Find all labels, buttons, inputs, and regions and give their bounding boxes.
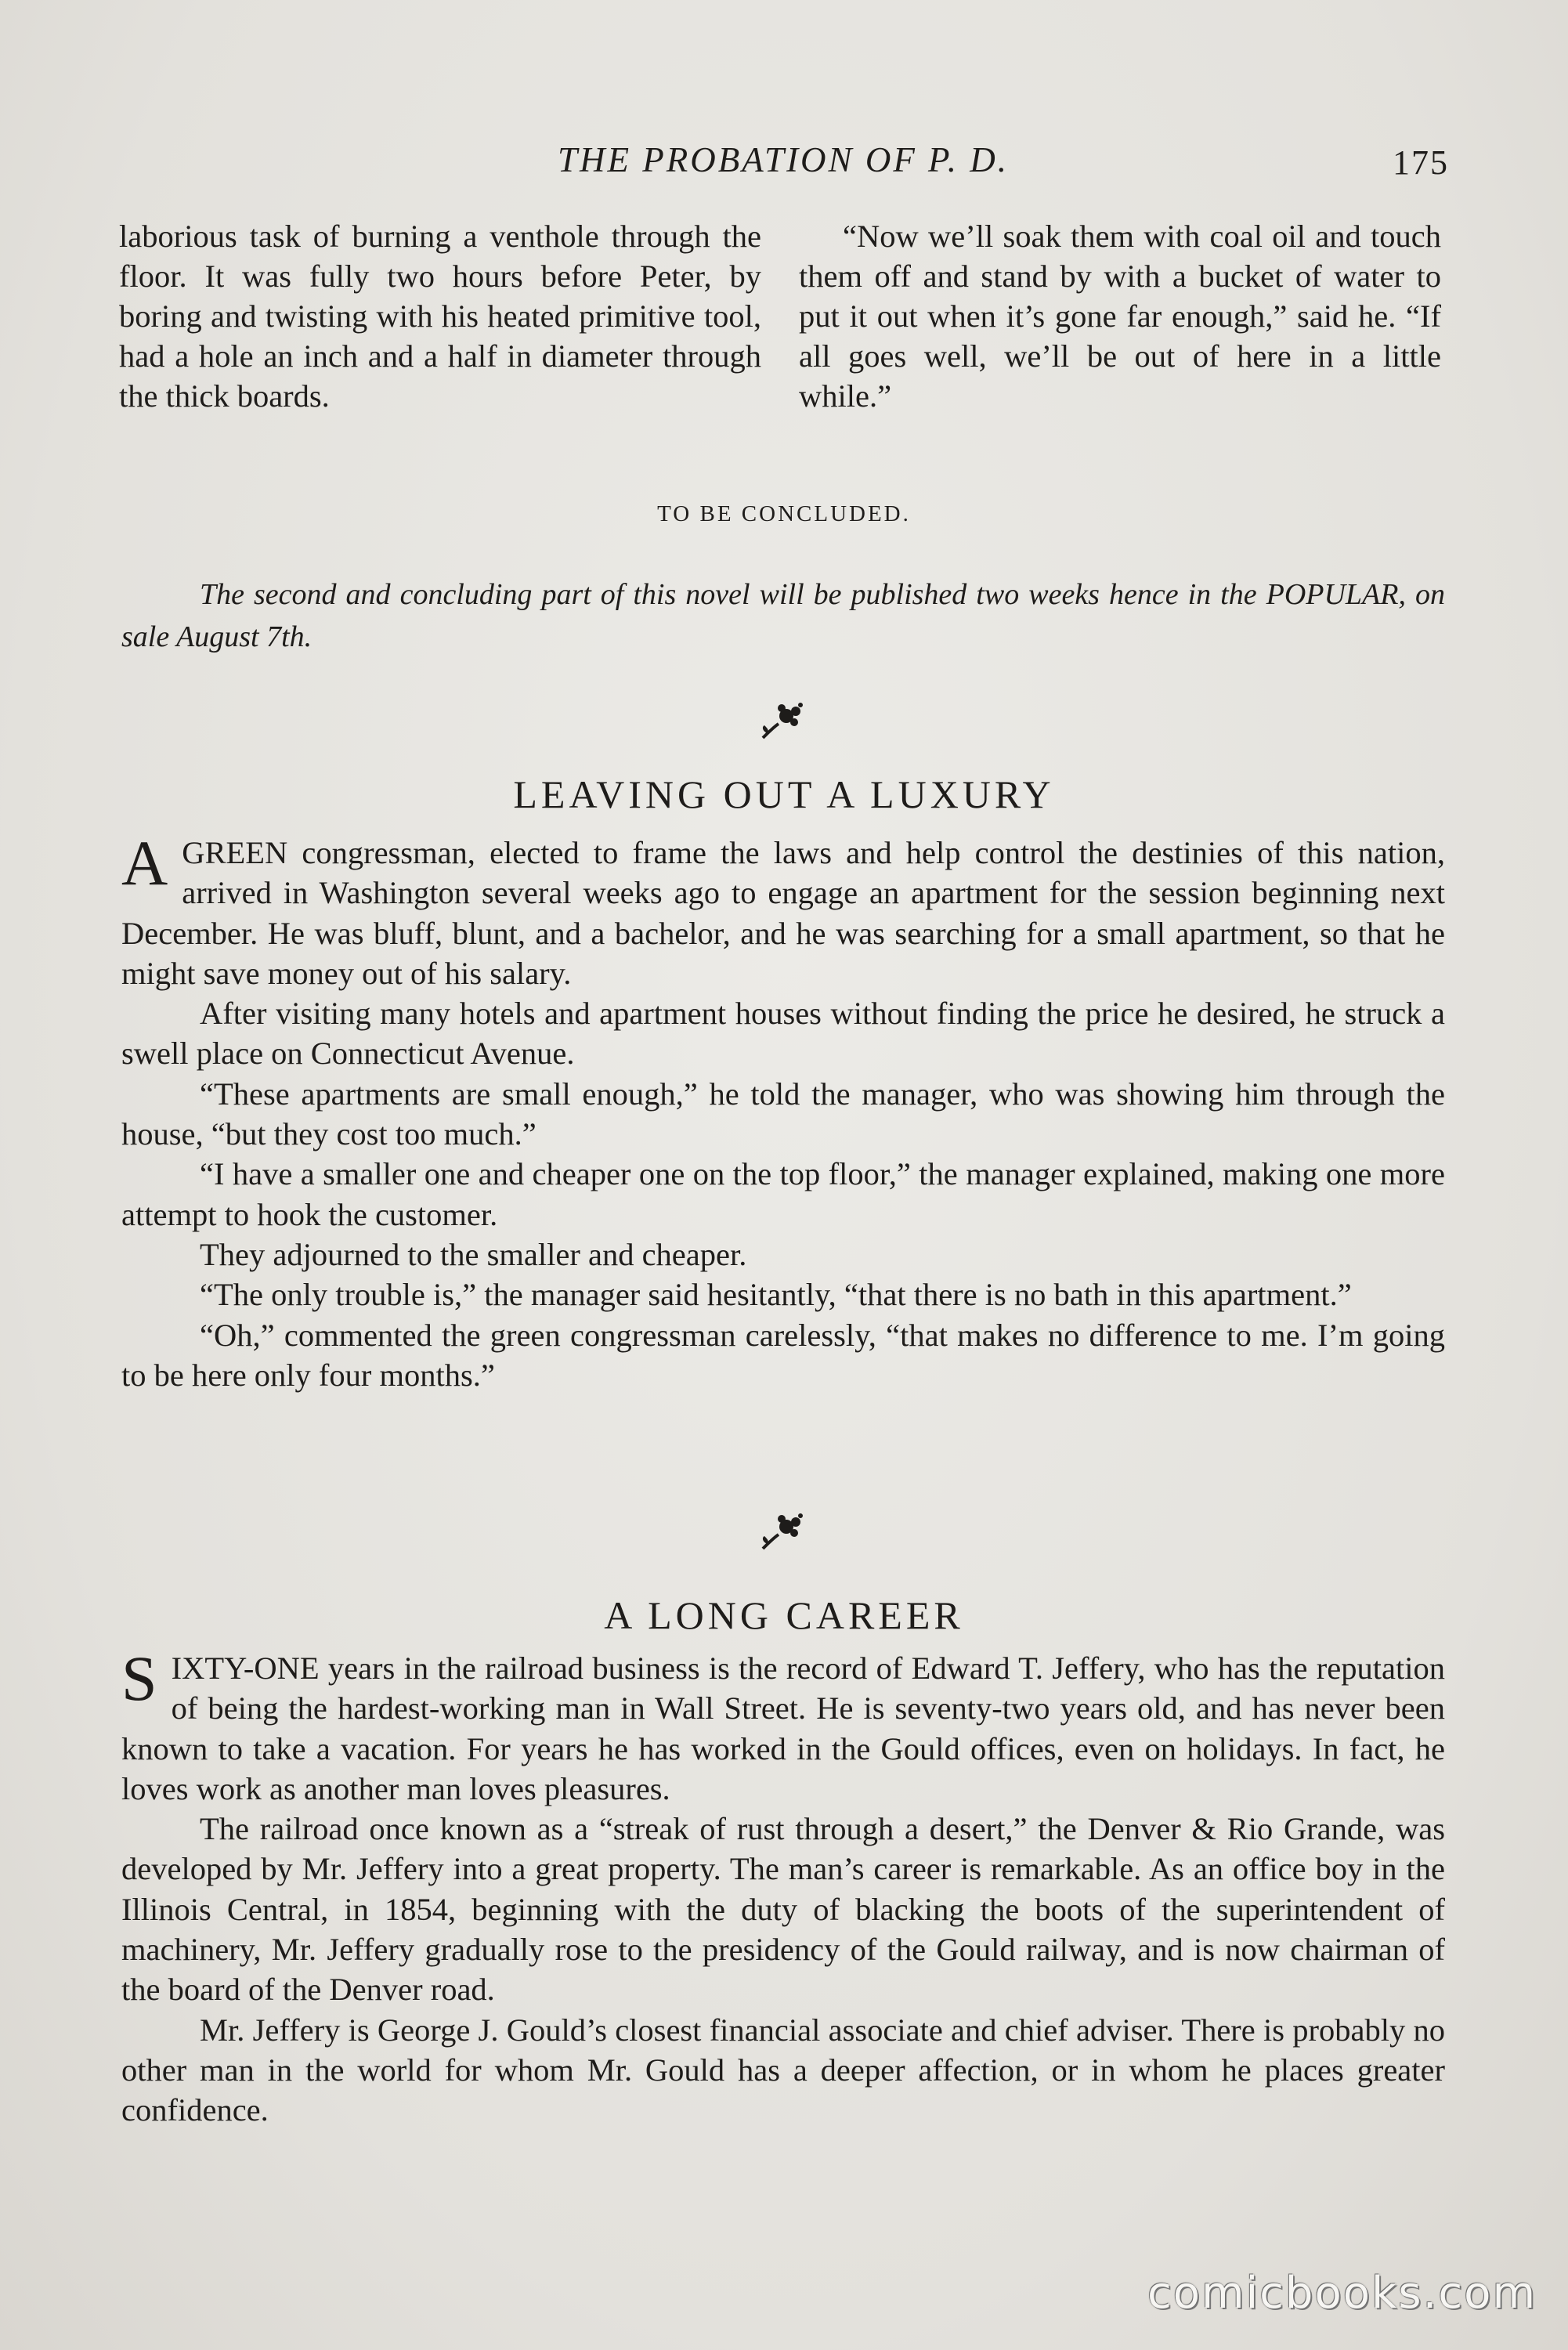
right-column-text: “Now we’ll soak them with coal oil and touch them off and stand by with a bucket of water to put it out when it’s gone far enough,” said he. “If all goes well, we’ll be out of here in a little while.” bbox=[799, 219, 1441, 414]
article-paragraph: “I have a smaller one and cheaper one on the top floor,” the manager explained, making one more attempt to hook the customer. bbox=[121, 1156, 1445, 1232]
article-paragraph: After visiting many hotels and apartment houses without finding the price he desired, he struck a swell place on Connecticut Avenue. bbox=[121, 996, 1445, 1072]
article-paragraph: “Oh,” commented the green congressman carelessly, “that makes no difference to me. I’m going to be here only four months.” bbox=[121, 1317, 1445, 1393]
publication-note bbox=[121, 573, 1445, 658]
watermark: comicbooks.com bbox=[1147, 2268, 1537, 2319]
running-head bbox=[117, 139, 1449, 186]
running-title: THE PROBATION OF P. D. bbox=[558, 140, 1009, 179]
left-column-text: laborious task of burning a venthole through the floor. It was fully two hours before Peter, by boring and twisting with his heated primitive tool, had a hole an inch and a half in diameter through the thick boards. bbox=[119, 219, 761, 414]
continuation-columns bbox=[117, 216, 1449, 467]
article-paragraph: AGREEN congressman, elected to frame the laws and help control the destinies of this nation, arrived in Washington several weeks ago to engage an apartment for the session beginning next December. He was bluff, blunt, and a bachelor, and he was searching for a small apartment, so that he might save money out of his salary. bbox=[121, 827, 1445, 991]
article-paragraph: The railroad once known as a “streak of rust through a desert,” the Denver & Rio Grande, was developed by Mr. Jeffery into a great property. The man’s career is remarkable. As an office boy in the Illinois Central, in 1854, beginning with the duty of blacking the boots of the superintendent of machinery, Mr. Jeffery gradually rose to the presidency of the Gould railway, and is now chairman of the board of the Denver road. bbox=[121, 1811, 1445, 2008]
drop-cap: A bbox=[121, 827, 168, 898]
article-heading-luxury: LEAVING OUT A LUXURY bbox=[513, 772, 1055, 816]
left-column bbox=[119, 216, 761, 416]
publication-note-text: The second and concluding part of this novel will be published two weeks hence in the POPULAR, on sale August 7th. bbox=[121, 578, 1445, 653]
article-paragraph: “The only trouble is,” the manager said hesitantly, “that there is no bath in this apartment.” bbox=[200, 1277, 1352, 1313]
article-paragraph: SIXTY-ONE years in the railroad business is the record of Edward T. Jeffery, who has the reputation of being the hardest-working man in Wall Street. He is seventy-two years old, and has never been known to take a vacation. For years he has worked in the Gould offices, even on holidays. In fact, he loves work as another man loves pleasures. bbox=[121, 1643, 1445, 1806]
article-paragraph: “These apartments are small enough,” he told the manager, who was showing him through the house, “but they cost too much.” bbox=[121, 1076, 1445, 1152]
article-luxury bbox=[121, 827, 1445, 1395]
right-column bbox=[799, 216, 1441, 416]
drop-cap: S bbox=[121, 1643, 157, 1714]
article-paragraph: Mr. Jeffery is George J. Gould’s closest financial associate and chief adviser. There is probably no other man in the world for whom Mr. Gould has a deeper affection, or in whom he places greater confidence. bbox=[121, 2012, 1445, 2128]
fleuron-icon bbox=[752, 697, 815, 744]
fleuron-icon bbox=[752, 1508, 815, 1555]
article-heading-career: A LONG CAREER bbox=[604, 1593, 964, 1637]
to-be-concluded: TO BE CONCLUDED. bbox=[657, 501, 911, 526]
page-number: 175 bbox=[1393, 143, 1449, 182]
article-paragraph: They adjourned to the smaller and cheaper. bbox=[200, 1236, 747, 1272]
article-career bbox=[121, 1643, 1445, 2131]
